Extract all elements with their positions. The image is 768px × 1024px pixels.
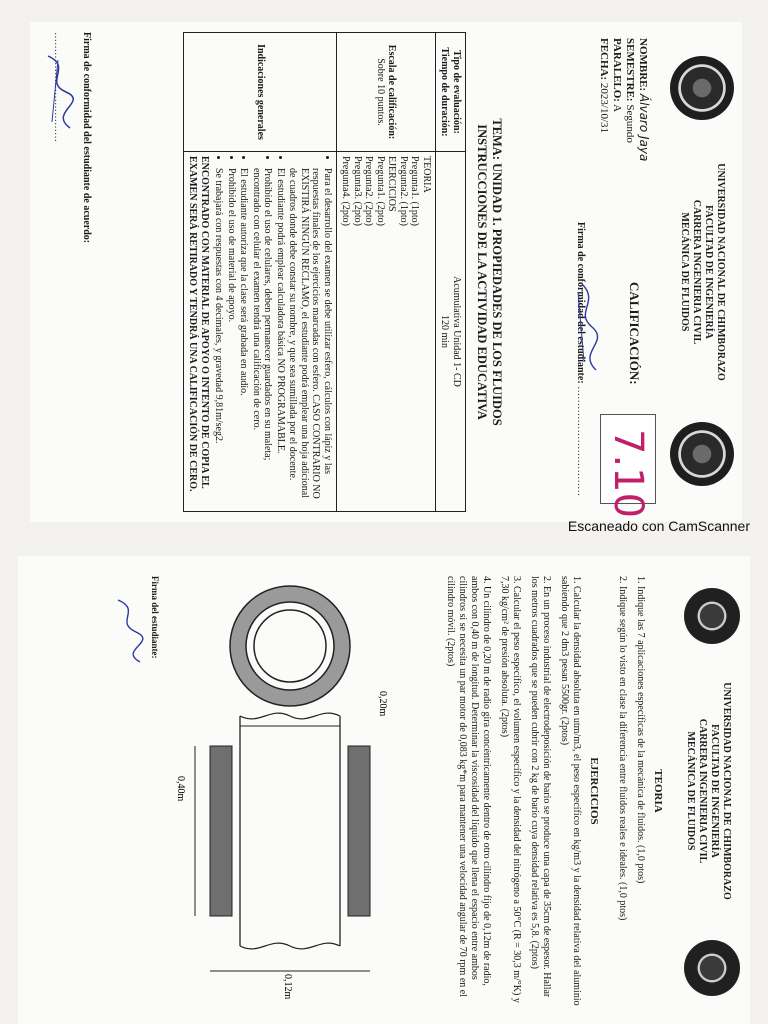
teoria-title: TEORIA	[652, 769, 664, 813]
exam-page-2	[18, 556, 750, 1024]
paralelo-value: A	[611, 104, 623, 113]
university-name: UNIVERSIDAD NACIONAL DE CHIMBORAZO	[715, 163, 726, 381]
list-item: • Para el desarrollo del examen se debe utilizar esfero, cálculos con lápiz y las respuestas finales de los ejercicios marcadas con esfero. CASO CONTRARIO NO EXISTIRÁ NINGÚN RECLAMO, el estudiante podrá emplear una hoja adicional de cuadros donde debe constar su nombre, y que sea sumillada por el docente.	[287, 168, 333, 507]
camscanner-watermark: Escaneado con CamScanner	[567, 518, 750, 534]
signature-scrawl-2	[38, 52, 78, 132]
list-item: • Prohibido el uso de celulares, deben permanecer guardados en su maleta; encontrado con celular el examen tendrá una calificación de cero.	[251, 168, 274, 507]
tema-title: TEMA: UNIDAD 1. PROPIEDADES DE LOS FLUIDOS	[490, 118, 504, 426]
dim-label-040: 0,40m	[175, 776, 186, 802]
escala-line: EJERCICIOS	[386, 156, 398, 212]
escala-line: Pregunta2. (1pto)	[398, 156, 409, 226]
instrucciones-title: INSTRUCCIONES DE LA ACTIVIDAD EDUCATIVA	[475, 124, 489, 420]
exam-topic	[474, 42, 504, 502]
escala-line: Pregunta2. (2pto)	[363, 156, 375, 226]
indicaciones-list	[213, 156, 333, 507]
firma-conformidad-label: Firma de conformidad del estudiante:	[575, 222, 586, 384]
firma-conformidad-dots: ……………………………	[575, 386, 586, 497]
faculty-name-2: FACULTAD DE INGENIERÍA	[709, 724, 720, 858]
list-item: • Prohibido el uso de material de apoyo.	[226, 168, 238, 507]
instructions-table	[183, 32, 466, 512]
list-item: 2. En un proceso industrial de electrodeposición de bario se produce una capa de 35cm de espesor. Hallar los metros cuadrados que se pueden cubrir con 2 kg de bario cuya densidad relativa es 5,8. (2ptos)	[529, 576, 552, 998]
list-item: 1. Indique las 7 aplicaciones específicas de la mecánica de fluidos. (1,0 ptos)	[635, 576, 646, 884]
subject-name: MECÁNICA DE FLUIDOS	[679, 212, 690, 332]
escala-line: Pregunta3. (2pto)	[352, 156, 363, 226]
escala-line: Pregunta1. (2pto)	[375, 156, 386, 226]
tipo-label: Tipo de evaluación:	[451, 50, 462, 134]
shaft-outline	[240, 716, 340, 946]
page1-header	[678, 132, 726, 412]
career-name-2: CARRERA INGENIERIA CIVIL	[697, 718, 708, 864]
dim-label-012: 0,12m	[282, 974, 293, 1000]
table-row	[436, 33, 466, 512]
grade-value: 7.10	[605, 429, 651, 519]
outer-wall-bottom	[210, 746, 232, 916]
inner-cylinder	[254, 610, 326, 682]
teoria-questions	[610, 576, 646, 1006]
nombre-label: NOMBRE:	[637, 38, 649, 92]
tipo-value: Acumulativa Unidad 1- CD	[451, 276, 462, 387]
student-info	[597, 38, 650, 258]
warning-text: ENCONTRADO CON MATERIAL DE APOYO O INTENTO DE COPIA EL EXAMEN SERÁ RETIRADO Y TENDRÁ UNA CALIFICACIÓN DE CERO.	[187, 156, 210, 492]
grade-box	[600, 414, 656, 519]
university-seal-left-2	[684, 588, 740, 644]
escala-sub: Sobre 10 puntos.	[375, 58, 386, 126]
firma-acuerdo-dots: ……………………………	[52, 32, 63, 142]
escala-line: TEORIA	[421, 156, 432, 193]
faculty-name: FACULTAD DE INGENIERÍA	[703, 205, 714, 339]
calificacion-label: CALIFICACIÓN:	[627, 282, 642, 385]
semestre-label: SEMESTRE:	[624, 38, 636, 102]
ejercicios-questions	[438, 576, 582, 1006]
indicaciones-label: Indicaciones generales	[254, 44, 266, 140]
shaft-break-right	[240, 943, 340, 949]
cylinder-side-view	[195, 713, 370, 971]
outer-wall-top	[348, 746, 370, 916]
semestre-value: Segundo	[624, 104, 636, 143]
list-item: • Se trabajará con respuestas con 4 decimales, y gravedad 9,81m/seg2.	[213, 168, 225, 507]
subject-name-2: MECÁNICA DE FLUIDOS	[685, 731, 696, 851]
escala-line: Pregunta1. (1pto)	[409, 156, 421, 226]
cylinder-diagram	[170, 576, 400, 1006]
list-item: 1. Calcular la densidad absoluta en utm/m3, el peso específico en kg/m3 y la densidad relativa del aluminio sabiendo que 2 dm3 pesan 5500gr. (2ptos)	[559, 576, 582, 1006]
paralelo-label: PARALELO:	[611, 38, 623, 102]
university-name-2: UNIVERSIDAD NACIONAL DE CHIMBORAZO	[721, 682, 732, 900]
firma-estudiante-label: Firma del estudiante:	[150, 576, 160, 659]
exam-page-1	[30, 22, 742, 522]
signature-scrawl-1	[572, 282, 602, 372]
list-item: • El estudiante autoriza que la clase será grabada en audio.	[238, 168, 250, 507]
university-seal-left	[670, 56, 734, 120]
table-row	[337, 33, 436, 512]
list-item: 4. Un cilindro de 0,20 m de radio gira concéntricamente dentro de otro cilindro fijo de 0,12m de radio, ambos con 0,40 m de longitud. Determinar la viscosidad del líquido que llena el espacio entre ambos cilindros si se necesita un par motor de 0,083 kg*m para mantener una velocidad angular de 70 rpm en el cilindro móvil. (2ptos)	[445, 576, 492, 997]
firma-acuerdo-label: Firma de conformidad del estudiante de acuerdo:	[81, 32, 92, 244]
table-row	[184, 33, 337, 512]
cylinder-top-view	[230, 586, 350, 706]
university-seal-right-2	[684, 940, 740, 996]
list-item: 2. Indique según lo visto en clase la diferencia entre fluidos reales e ideales. (1,0 ptos)	[617, 576, 628, 921]
dim-label-020: 0,20m	[377, 691, 388, 717]
page2-header	[684, 656, 732, 926]
list-item: 3. Calcular el peso específico, el volumen específico y la densidad del nitrógeno a 50°C (R = 30,3 m/°K) y 7,30 kg/cm² de presión absoluta. (2ptos)	[499, 576, 522, 1003]
list-item: • El estudiante podrá emplear calculadora básica NO PROGRAMABLE.	[275, 168, 287, 507]
shaft-break-left	[240, 713, 340, 719]
tiempo-label: Tiempo de duración:	[439, 47, 451, 137]
signature-scrawl-3	[110, 596, 146, 666]
escala-line: Pregunta4. (2pto)	[340, 156, 352, 226]
tiempo-value: 120 min	[439, 314, 451, 349]
university-seal-right	[670, 422, 734, 486]
career-name: CARRERA INGENIERIA CIVIL	[691, 199, 702, 345]
fecha-label: FECHA:	[598, 38, 610, 81]
ejercicios-title: EJERCICIOS	[588, 757, 600, 825]
fecha-value: 2023/10/31	[598, 82, 610, 134]
nombre-value: Álvaro Jaya	[637, 93, 651, 162]
escala-label: Escala de calificación:	[386, 44, 398, 140]
